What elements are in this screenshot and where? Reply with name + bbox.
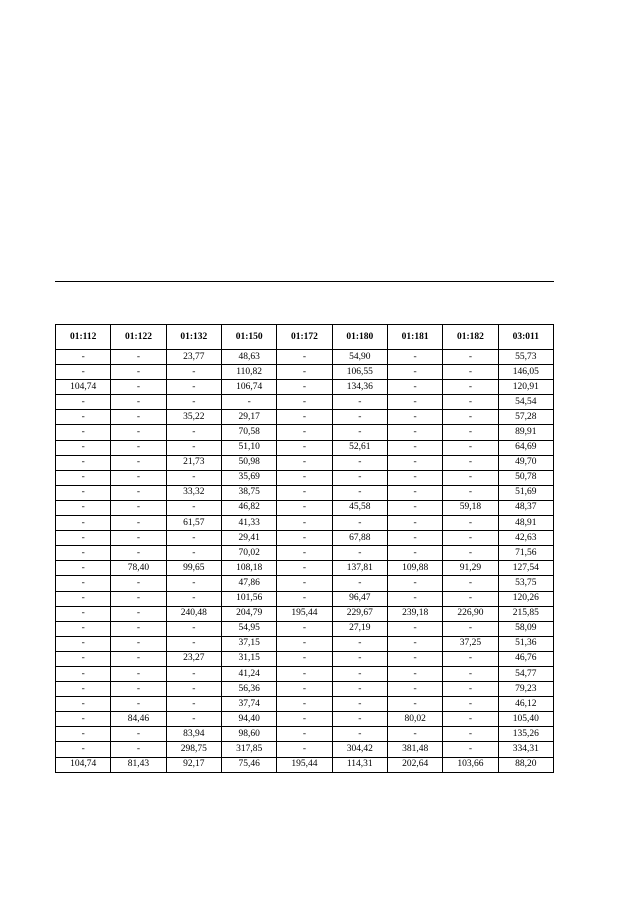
- table-cell: 114,31: [332, 757, 387, 772]
- table-cell: -: [387, 727, 442, 742]
- table-cell: 81,43: [111, 757, 166, 772]
- table-cell: 57,28: [498, 410, 553, 425]
- table-cell: -: [277, 712, 332, 727]
- table-cell: 54,77: [498, 666, 553, 681]
- table-cell: 35,69: [221, 470, 276, 485]
- table-row: [56, 350, 554, 365]
- table-cell: 46,82: [221, 500, 276, 515]
- table-cell: 47,86: [221, 576, 276, 591]
- table-cell: -: [332, 682, 387, 697]
- table-row: [56, 757, 554, 772]
- table-cell: -: [277, 666, 332, 681]
- table-cell: -: [332, 636, 387, 651]
- table-cell: 127,54: [498, 561, 553, 576]
- table-cell: 37,25: [443, 636, 498, 651]
- table-cell: 54,95: [221, 621, 276, 636]
- table-cell: -: [277, 395, 332, 410]
- table-cell: 146,05: [498, 365, 553, 380]
- table-cell: -: [443, 546, 498, 561]
- table-cell: -: [443, 651, 498, 666]
- table-cell: -: [111, 546, 166, 561]
- table-row: [56, 576, 554, 591]
- table-cell: -: [387, 576, 442, 591]
- table-cell: -: [277, 531, 332, 546]
- table-cell: -: [443, 395, 498, 410]
- table-cell: -: [332, 546, 387, 561]
- data-table: [55, 324, 554, 773]
- table-cell: 134,36: [332, 380, 387, 395]
- table-cell: -: [277, 742, 332, 757]
- table-cell: -: [277, 697, 332, 712]
- table-cell: -: [443, 727, 498, 742]
- table-cell: -: [111, 485, 166, 500]
- table-cell: -: [111, 455, 166, 470]
- table-row: [56, 621, 554, 636]
- table-cell: -: [111, 410, 166, 425]
- table-cell: -: [56, 727, 111, 742]
- table-cell: 67,88: [332, 531, 387, 546]
- table-cell: -: [111, 682, 166, 697]
- table-cell: -: [332, 651, 387, 666]
- table-cell: -: [166, 712, 221, 727]
- table-cell: 106,74: [221, 380, 276, 395]
- table-cell: 23,77: [166, 350, 221, 365]
- table-cell: -: [166, 440, 221, 455]
- table-cell: -: [277, 470, 332, 485]
- table-cell: -: [277, 576, 332, 591]
- table-cell: -: [332, 666, 387, 681]
- table-cell: -: [332, 455, 387, 470]
- table-cell: 46,12: [498, 697, 553, 712]
- table-cell: -: [277, 621, 332, 636]
- table-cell: -: [221, 395, 276, 410]
- table-cell: 53,75: [498, 576, 553, 591]
- table-cell: 195,44: [277, 606, 332, 621]
- table-body: [56, 350, 554, 773]
- table-cell: -: [56, 651, 111, 666]
- table-cell: -: [56, 742, 111, 757]
- table-cell: -: [387, 380, 442, 395]
- table-cell: 202,64: [387, 757, 442, 772]
- table-row: [56, 455, 554, 470]
- table-cell: -: [387, 682, 442, 697]
- table-cell: -: [277, 455, 332, 470]
- table-cell: 61,57: [166, 516, 221, 531]
- table-cell: -: [111, 591, 166, 606]
- table-cell: 99,65: [166, 561, 221, 576]
- table-cell: -: [111, 636, 166, 651]
- table-cell: 204,79: [221, 606, 276, 621]
- table-row: [56, 712, 554, 727]
- table-cell: -: [166, 500, 221, 515]
- table-cell: -: [111, 425, 166, 440]
- table-cell: 59,18: [443, 500, 498, 515]
- table-cell: -: [277, 410, 332, 425]
- column-header: 01:181: [387, 325, 442, 350]
- table-row: [56, 500, 554, 515]
- column-header: 03:011: [498, 325, 553, 350]
- table-cell: -: [166, 531, 221, 546]
- table-cell: -: [111, 365, 166, 380]
- table-cell: 70,02: [221, 546, 276, 561]
- table-cell: -: [387, 500, 442, 515]
- table-cell: -: [387, 470, 442, 485]
- table-row: [56, 727, 554, 742]
- table-cell: -: [387, 697, 442, 712]
- table-cell: 109,88: [387, 561, 442, 576]
- table-cell: -: [387, 350, 442, 365]
- table-cell: -: [332, 485, 387, 500]
- table-cell: -: [387, 395, 442, 410]
- table-cell: 91,29: [443, 561, 498, 576]
- table-cell: -: [111, 516, 166, 531]
- table-cell: 137,81: [332, 561, 387, 576]
- table-cell: -: [56, 712, 111, 727]
- column-header: 01:150: [221, 325, 276, 350]
- table-cell: 54,54: [498, 395, 553, 410]
- table-cell: 334,31: [498, 742, 553, 757]
- table-cell: -: [277, 651, 332, 666]
- column-header: 01:182: [443, 325, 498, 350]
- table-cell: -: [443, 697, 498, 712]
- table-cell: -: [111, 380, 166, 395]
- table-row: [56, 682, 554, 697]
- table-cell: -: [443, 712, 498, 727]
- table-cell: -: [443, 350, 498, 365]
- table-cell: 83,94: [166, 727, 221, 742]
- table-cell: 106,55: [332, 365, 387, 380]
- table-cell: 51,69: [498, 485, 553, 500]
- table-cell: 52,61: [332, 440, 387, 455]
- table-cell: -: [443, 455, 498, 470]
- table-cell: 37,15: [221, 636, 276, 651]
- table-cell: -: [277, 380, 332, 395]
- table-cell: -: [387, 516, 442, 531]
- table-cell: 46,76: [498, 651, 553, 666]
- table-cell: 45,58: [332, 500, 387, 515]
- column-header: 01:122: [111, 325, 166, 350]
- table-cell: -: [443, 440, 498, 455]
- table-row: [56, 516, 554, 531]
- table-cell: 229,67: [332, 606, 387, 621]
- table-cell: -: [277, 546, 332, 561]
- table-cell: 79,23: [498, 682, 553, 697]
- table-cell: 104,74: [56, 380, 111, 395]
- table-cell: -: [443, 531, 498, 546]
- table-cell: -: [387, 621, 442, 636]
- table-cell: -: [166, 621, 221, 636]
- table-cell: 304,42: [332, 742, 387, 757]
- table-cell: 108,18: [221, 561, 276, 576]
- table-cell: -: [387, 440, 442, 455]
- table-cell: -: [277, 425, 332, 440]
- table-cell: -: [387, 485, 442, 500]
- table-cell: 35,22: [166, 410, 221, 425]
- table-cell: 240,48: [166, 606, 221, 621]
- table-cell: -: [387, 546, 442, 561]
- table-cell: -: [277, 500, 332, 515]
- table-cell: 33,32: [166, 485, 221, 500]
- table-cell: -: [443, 410, 498, 425]
- table-cell: -: [443, 576, 498, 591]
- table-cell: -: [332, 516, 387, 531]
- table-row: [56, 546, 554, 561]
- table-cell: -: [111, 666, 166, 681]
- table-cell: 23,27: [166, 651, 221, 666]
- table-cell: 80,02: [387, 712, 442, 727]
- table-cell: -: [166, 380, 221, 395]
- table-cell: 55,73: [498, 350, 553, 365]
- table-row: [56, 470, 554, 485]
- table-row: [56, 485, 554, 500]
- table-row: [56, 636, 554, 651]
- table-cell: -: [56, 531, 111, 546]
- table-cell: 226,90: [443, 606, 498, 621]
- table-row: [56, 742, 554, 757]
- table-cell: -: [56, 636, 111, 651]
- table-cell: -: [443, 666, 498, 681]
- table-cell: -: [277, 682, 332, 697]
- table-cell: -: [332, 576, 387, 591]
- table-cell: -: [277, 727, 332, 742]
- table-cell: -: [277, 485, 332, 500]
- table-cell: -: [166, 636, 221, 651]
- table-cell: 75,46: [221, 757, 276, 772]
- table-cell: -: [56, 410, 111, 425]
- table-cell: 92,17: [166, 757, 221, 772]
- table-cell: 317,85: [221, 742, 276, 757]
- table-row: [56, 395, 554, 410]
- table-cell: 50,78: [498, 470, 553, 485]
- table-cell: 195,44: [277, 757, 332, 772]
- table-cell: -: [387, 591, 442, 606]
- table-cell: -: [111, 742, 166, 757]
- table-row: [56, 666, 554, 681]
- table-cell: -: [56, 606, 111, 621]
- table-cell: 48,91: [498, 516, 553, 531]
- table-cell: 84,46: [111, 712, 166, 727]
- table-cell: -: [443, 380, 498, 395]
- table-cell: -: [387, 455, 442, 470]
- table-cell: 98,60: [221, 727, 276, 742]
- table-cell: -: [111, 395, 166, 410]
- table-cell: 88,20: [498, 757, 553, 772]
- table-cell: -: [56, 591, 111, 606]
- table-row: [56, 651, 554, 666]
- table-row: [56, 380, 554, 395]
- table-cell: 42,63: [498, 531, 553, 546]
- table-row: [56, 531, 554, 546]
- table-cell: -: [56, 470, 111, 485]
- table-row: [56, 410, 554, 425]
- table-cell: 41,24: [221, 666, 276, 681]
- table-cell: -: [277, 591, 332, 606]
- table-cell: -: [166, 425, 221, 440]
- table-row: [56, 606, 554, 621]
- table-cell: 54,90: [332, 350, 387, 365]
- table-cell: -: [56, 576, 111, 591]
- table-cell: -: [387, 410, 442, 425]
- table-cell: -: [443, 621, 498, 636]
- table-cell: -: [277, 516, 332, 531]
- table-cell: 21,73: [166, 455, 221, 470]
- table-cell: 31,15: [221, 651, 276, 666]
- table-cell: -: [111, 727, 166, 742]
- table-cell: -: [277, 561, 332, 576]
- table-cell: -: [277, 440, 332, 455]
- table-cell: -: [387, 636, 442, 651]
- table-row: [56, 697, 554, 712]
- table-cell: 50,98: [221, 455, 276, 470]
- table-row: [56, 561, 554, 576]
- table-cell: -: [332, 470, 387, 485]
- table-cell: -: [56, 440, 111, 455]
- table-cell: 71,56: [498, 546, 553, 561]
- table-cell: 381,48: [387, 742, 442, 757]
- table-cell: 64,69: [498, 440, 553, 455]
- table-cell: -: [56, 561, 111, 576]
- table-cell: -: [277, 365, 332, 380]
- table-cell: -: [277, 350, 332, 365]
- table-cell: -: [166, 395, 221, 410]
- table-cell: -: [56, 500, 111, 515]
- table-cell: 58,09: [498, 621, 553, 636]
- table-cell: -: [56, 697, 111, 712]
- table-cell: -: [443, 485, 498, 500]
- table-cell: -: [56, 455, 111, 470]
- table-cell: -: [56, 365, 111, 380]
- table-cell: 239,18: [387, 606, 442, 621]
- table-cell: -: [111, 651, 166, 666]
- table-cell: -: [166, 697, 221, 712]
- table-cell: -: [56, 350, 111, 365]
- table-cell: 29,41: [221, 531, 276, 546]
- table-cell: -: [166, 365, 221, 380]
- table-row: [56, 365, 554, 380]
- table-cell: -: [332, 697, 387, 712]
- table-row: [56, 591, 554, 606]
- table-cell: 105,40: [498, 712, 553, 727]
- table-cell: 37,74: [221, 697, 276, 712]
- table-cell: -: [56, 485, 111, 500]
- table-cell: 70,58: [221, 425, 276, 440]
- table-cell: -: [111, 500, 166, 515]
- table-cell: -: [56, 546, 111, 561]
- table-cell: -: [166, 470, 221, 485]
- column-header: 01:112: [56, 325, 111, 350]
- table-cell: 96,47: [332, 591, 387, 606]
- table-cell: 27,19: [332, 621, 387, 636]
- table-cell: -: [332, 410, 387, 425]
- table-cell: 38,75: [221, 485, 276, 500]
- table-cell: 78,40: [111, 561, 166, 576]
- table-row: [56, 440, 554, 455]
- table-cell: -: [111, 470, 166, 485]
- table-cell: -: [111, 531, 166, 546]
- table-cell: 104,74: [56, 757, 111, 772]
- table-cell: 120,91: [498, 380, 553, 395]
- table-cell: -: [56, 425, 111, 440]
- table-cell: -: [443, 470, 498, 485]
- table-cell: -: [443, 742, 498, 757]
- table-cell: -: [332, 395, 387, 410]
- table-cell: 120,26: [498, 591, 553, 606]
- table-cell: -: [332, 425, 387, 440]
- table-cell: -: [56, 621, 111, 636]
- table-cell: 215,85: [498, 606, 553, 621]
- table-cell: -: [387, 425, 442, 440]
- table-cell: -: [166, 546, 221, 561]
- table-cell: -: [166, 666, 221, 681]
- column-header: 01:172: [277, 325, 332, 350]
- table-cell: 51,10: [221, 440, 276, 455]
- table-cell: -: [56, 682, 111, 697]
- table-cell: 135,26: [498, 727, 553, 742]
- table-header-row: [56, 325, 554, 350]
- table-cell: 49,70: [498, 455, 553, 470]
- table-cell: -: [443, 682, 498, 697]
- table-cell: 41,33: [221, 516, 276, 531]
- table-cell: 94,40: [221, 712, 276, 727]
- table-cell: -: [111, 606, 166, 621]
- table-cell: -: [166, 682, 221, 697]
- horizontal-rule: [55, 281, 554, 282]
- table-cell: -: [166, 591, 221, 606]
- table-cell: -: [56, 516, 111, 531]
- table-cell: -: [443, 591, 498, 606]
- column-header: 01:132: [166, 325, 221, 350]
- table-cell: -: [56, 395, 111, 410]
- table-cell: -: [387, 531, 442, 546]
- table-cell: -: [332, 712, 387, 727]
- table-cell: -: [443, 516, 498, 531]
- table-cell: -: [111, 697, 166, 712]
- table-cell: -: [387, 666, 442, 681]
- table-cell: 110,82: [221, 365, 276, 380]
- table-cell: -: [443, 425, 498, 440]
- table-cell: -: [166, 576, 221, 591]
- column-header: 01:180: [332, 325, 387, 350]
- table-cell: -: [387, 651, 442, 666]
- table-cell: -: [56, 666, 111, 681]
- table-cell: 48,63: [221, 350, 276, 365]
- table-cell: 89,91: [498, 425, 553, 440]
- table-cell: -: [332, 727, 387, 742]
- table-cell: 56,36: [221, 682, 276, 697]
- table-cell: -: [387, 365, 442, 380]
- table-cell: -: [111, 440, 166, 455]
- table-cell: -: [111, 350, 166, 365]
- table-cell: 51,36: [498, 636, 553, 651]
- table-cell: 48,37: [498, 500, 553, 515]
- table-row: [56, 425, 554, 440]
- table-cell: -: [443, 365, 498, 380]
- table-cell: 101,56: [221, 591, 276, 606]
- table-cell: 103,66: [443, 757, 498, 772]
- table-cell: 29,17: [221, 410, 276, 425]
- table-cell: 298,75: [166, 742, 221, 757]
- table-cell: -: [111, 621, 166, 636]
- table-cell: -: [111, 576, 166, 591]
- table-cell: -: [277, 636, 332, 651]
